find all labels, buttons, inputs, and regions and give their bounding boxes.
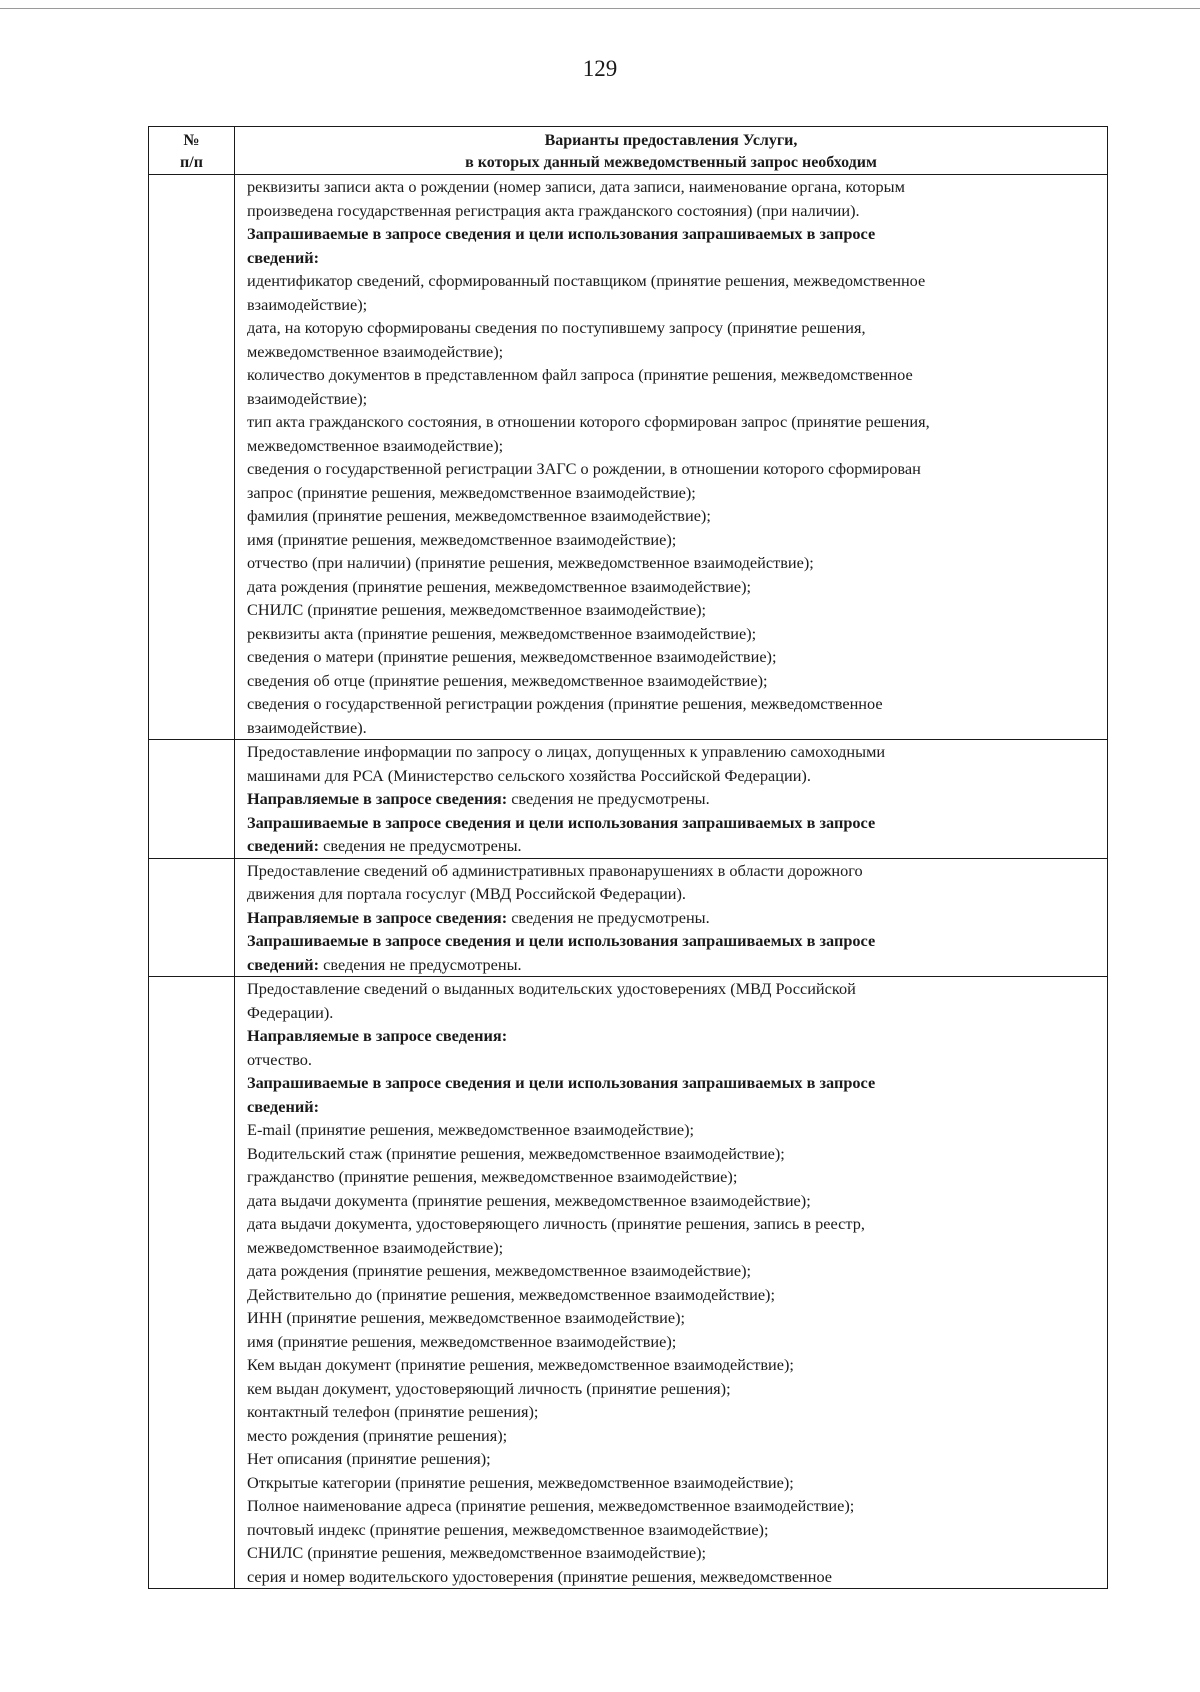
text-fragment: Предоставление сведений о выданных водительских удостоверениях (МВД Российской — [247, 979, 856, 998]
text-fragment: межведомственное взаимодействие); — [247, 435, 504, 455]
text-fragment: Федерации). — [247, 1002, 334, 1022]
bold-label: Запрашиваемые в запросе сведения и цели использования запрашиваемых в запросе — [247, 224, 876, 243]
row-number-cell — [149, 977, 235, 1589]
content-line — [247, 1212, 1101, 1236]
row-content-cell — [235, 977, 1108, 1589]
table-row — [149, 858, 1108, 977]
text-fragment: контактный телефон (принятие решения); — [247, 1402, 539, 1421]
text-fragment: Нет описания (принятие решения); — [247, 1449, 491, 1468]
text-fragment: Открытые категории (принятие решения, межведомственное взаимодействие); — [247, 1472, 794, 1492]
text-fragment: имя (принятие решения, межведомственное взаимодействие); — [247, 1331, 677, 1351]
page-number: 129 — [582, 56, 618, 81]
content-line — [247, 1494, 1101, 1518]
content-line — [247, 1095, 1101, 1119]
text-fragment: сведения о государственной регистрации ЗАГС о рождении, в отношении которого сформирован — [247, 459, 921, 478]
content-line — [247, 598, 1101, 622]
text-fragment: кем выдан документ, удостоверяющий личность (принятие решения); — [247, 1378, 731, 1398]
content-line — [247, 929, 1101, 953]
content-line — [247, 457, 1101, 481]
content-line — [247, 1306, 1101, 1330]
text-fragment: движения для портала госуслуг (МВД Российской Федерации). — [247, 884, 686, 903]
text-fragment: Действительно до (принятие решения, межведомственное взаимодействие); — [247, 1284, 775, 1304]
content-line — [247, 528, 1101, 552]
content-line — [247, 764, 1101, 788]
content-line — [247, 1236, 1101, 1260]
text-fragment: СНИЛС (принятие решения, межведомственное взаимодействие); — [247, 600, 707, 619]
header-title-line-1: Варианты предоставления Услуги, — [544, 132, 798, 149]
header-number-symbol: № — [183, 132, 200, 149]
text-fragment: сведения о государственной регистрации рождения (принятие решения, межведомственное — [247, 694, 883, 713]
text-fragment: идентификатор сведений, сформированный поставщиком (принятие решения, межведомственное — [247, 271, 926, 290]
content-line — [247, 1400, 1101, 1424]
content-line — [247, 1048, 1101, 1072]
text-fragment: межведомственное взаимодействие); — [247, 341, 504, 361]
content-line — [247, 859, 1101, 883]
content-line — [247, 246, 1101, 270]
content-line — [247, 1259, 1101, 1283]
content-line — [247, 481, 1101, 505]
text-fragment: взаимодействие). — [247, 717, 367, 737]
text-fragment: количество документов в представленном файл запроса (принятие решения, межведомственное — [247, 365, 913, 384]
content-line — [247, 199, 1101, 223]
text-fragment: дата выдачи документа (принятие решения, межведомственное взаимодействие); — [247, 1190, 811, 1210]
requests-table — [148, 126, 1108, 1589]
text-fragment: Предоставление информации по запросу о лицах, допущенных к управлению самоходными — [247, 742, 886, 761]
table-row — [149, 977, 1108, 1589]
text-fragment: сведения не предусмотрены. — [319, 954, 522, 974]
content-line — [247, 269, 1101, 293]
row-number-cell — [149, 740, 235, 859]
text-fragment: сведения не предусмотрены. — [507, 789, 710, 808]
content-line — [247, 740, 1101, 764]
content-line — [247, 622, 1101, 646]
table-row — [149, 740, 1108, 859]
text-fragment: реквизиты записи акта о рождении (номер записи, дата записи, наименование органа, которым — [247, 177, 905, 196]
content-line — [247, 834, 1101, 858]
text-fragment: сведения не предусмотрены. — [507, 907, 710, 927]
content-line — [247, 787, 1101, 811]
content-line — [247, 504, 1101, 528]
content-line — [247, 669, 1101, 693]
content-line — [247, 906, 1101, 930]
content-line — [247, 1283, 1101, 1307]
bold-label: сведений: — [247, 836, 320, 855]
text-fragment: дата, на которую сформированы сведения по поступившему запросу (принятие решения, — [247, 318, 866, 337]
row-content-cell — [235, 858, 1108, 977]
content-line — [247, 1189, 1101, 1213]
header-title-cell — [235, 127, 1108, 175]
text-fragment: отчество (при наличии) (принятие решения, межведомственное взаимодействие); — [247, 553, 814, 572]
content-line — [247, 316, 1101, 340]
scan-edge-line — [0, 0, 1200, 9]
text-fragment: Кем выдан документ (принятие решения, межведомственное взаимодействие); — [247, 1355, 794, 1374]
row-number-cell — [149, 858, 235, 977]
text-fragment: сведения о матери (принятие решения, межведомственное взаимодействие); — [247, 647, 777, 666]
content-line — [247, 1565, 1101, 1589]
content-line — [247, 1165, 1101, 1189]
row-number-cell — [149, 175, 235, 740]
text-fragment: реквизиты акта (принятие решения, межведомственное взаимодействие); — [247, 623, 757, 643]
content-line — [247, 953, 1101, 977]
content-line — [247, 575, 1101, 599]
content-line — [247, 1071, 1101, 1095]
text-fragment: тип акта гражданского состояния, в отношении которого сформирован запрос (принятие решения, — [247, 412, 930, 431]
text-fragment: Полное наименование адреса (принятие решения, межведомственное взаимодействие); — [247, 1496, 855, 1515]
row-content-cell — [235, 740, 1108, 859]
text-fragment: дата рождения (принятие решения, межведомственное взаимодействие); — [247, 1261, 752, 1280]
content-line — [247, 1001, 1101, 1025]
text-fragment: ИНН (принятие решения, межведомственное взаимодействие); — [247, 1308, 686, 1327]
bold-label: Запрашиваемые в запросе сведения и цели использования запрашиваемых в запросе — [247, 931, 876, 950]
bold-label: Направляемые в запросе сведения: — [247, 789, 508, 808]
content-line — [247, 1024, 1101, 1048]
content-line — [247, 1471, 1101, 1495]
content-line — [247, 293, 1101, 317]
text-fragment: произведена государственная регистрация акта гражданского состояния) (при наличии). — [247, 200, 860, 220]
content-line — [247, 363, 1101, 387]
content-line — [247, 1330, 1101, 1354]
bold-label: сведений: — [247, 247, 320, 267]
content-line — [247, 1353, 1101, 1377]
content-line — [247, 387, 1101, 411]
text-fragment: СНИЛС (принятие решения, межведомственное взаимодействие); — [247, 1543, 707, 1562]
bold-label: Направляемые в запросе сведения: — [247, 1026, 508, 1045]
row-content-cell — [235, 175, 1108, 740]
text-fragment: дата рождения (принятие решения, межведомственное взаимодействие); — [247, 576, 752, 596]
table-header-row — [149, 127, 1108, 175]
bold-label: Запрашиваемые в запросе сведения и цели использования запрашиваемых в запросе — [247, 812, 876, 832]
bold-label: Запрашиваемые в запросе сведения и цели использования запрашиваемых в запросе — [247, 1073, 876, 1092]
content-line — [247, 1424, 1101, 1448]
text-fragment: Водительский стаж (принятие решения, межведомственное взаимодействие); — [247, 1143, 785, 1163]
header-title-line-2: в которых данный межведомственный запрос необходим — [465, 154, 877, 171]
text-fragment: сведения об отце (принятие решения, межведомственное взаимодействие); — [247, 670, 768, 690]
content-line — [247, 551, 1101, 575]
content-line — [247, 1377, 1101, 1401]
content-line — [247, 692, 1101, 716]
text-fragment: место рождения (принятие решения); — [247, 1425, 508, 1445]
text-fragment: взаимодействие); — [247, 388, 368, 408]
header-number-abbrev: п/п — [180, 154, 203, 171]
text-fragment: Предоставление сведений об административных правонарушениях в области дорожного — [247, 860, 863, 880]
content-line — [247, 175, 1101, 199]
bold-label: сведений: — [247, 1096, 320, 1116]
text-fragment: почтовый индекс (принятие решения, межведомственное взаимодействие); — [247, 1519, 769, 1539]
content-line — [247, 811, 1101, 835]
content-line — [247, 340, 1101, 364]
table-body — [149, 175, 1108, 1589]
text-fragment: взаимодействие); — [247, 294, 368, 314]
content-line — [247, 1541, 1101, 1565]
text-fragment: дата выдачи документа, удостоверяющего личность (принятие решения, запись в реестр, — [247, 1214, 865, 1233]
content-line — [247, 434, 1101, 458]
text-fragment: фамилия (принятие решения, межведомственное взаимодействие); — [247, 506, 711, 525]
content-line — [247, 1142, 1101, 1166]
content-line — [247, 882, 1101, 906]
text-fragment: гражданство (принятие решения, межведомственное взаимодействие); — [247, 1167, 738, 1186]
bold-label: Направляемые в запросе сведения: — [247, 907, 508, 927]
bold-label: сведений: — [247, 954, 320, 974]
content-line — [247, 645, 1101, 669]
content-line — [247, 1518, 1101, 1542]
text-fragment: сведения не предусмотрены. — [319, 836, 522, 855]
content-line — [247, 1118, 1101, 1142]
text-fragment: отчество. — [247, 1049, 312, 1069]
content-line — [247, 716, 1101, 740]
content-line — [247, 222, 1101, 246]
text-fragment: имя (принятие решения, межведомственное взаимодействие); — [247, 529, 677, 549]
text-fragment: межведомственное взаимодействие); — [247, 1237, 504, 1257]
text-fragment: машинами для РСА (Министерство сельского хозяйства Российской Федерации). — [247, 765, 811, 785]
text-fragment: серия и номер водительского удостоверения (принятие решения, межведомственное — [247, 1566, 833, 1586]
content-line — [247, 410, 1101, 434]
table-row — [149, 175, 1108, 740]
content-line — [247, 977, 1101, 1001]
text-fragment: E-mail (принятие решения, межведомственное взаимодействие); — [247, 1120, 695, 1139]
text-fragment: запрос (принятие решения, межведомственное взаимодействие); — [247, 482, 696, 502]
content-line — [247, 1447, 1101, 1471]
header-number-cell — [149, 127, 235, 175]
